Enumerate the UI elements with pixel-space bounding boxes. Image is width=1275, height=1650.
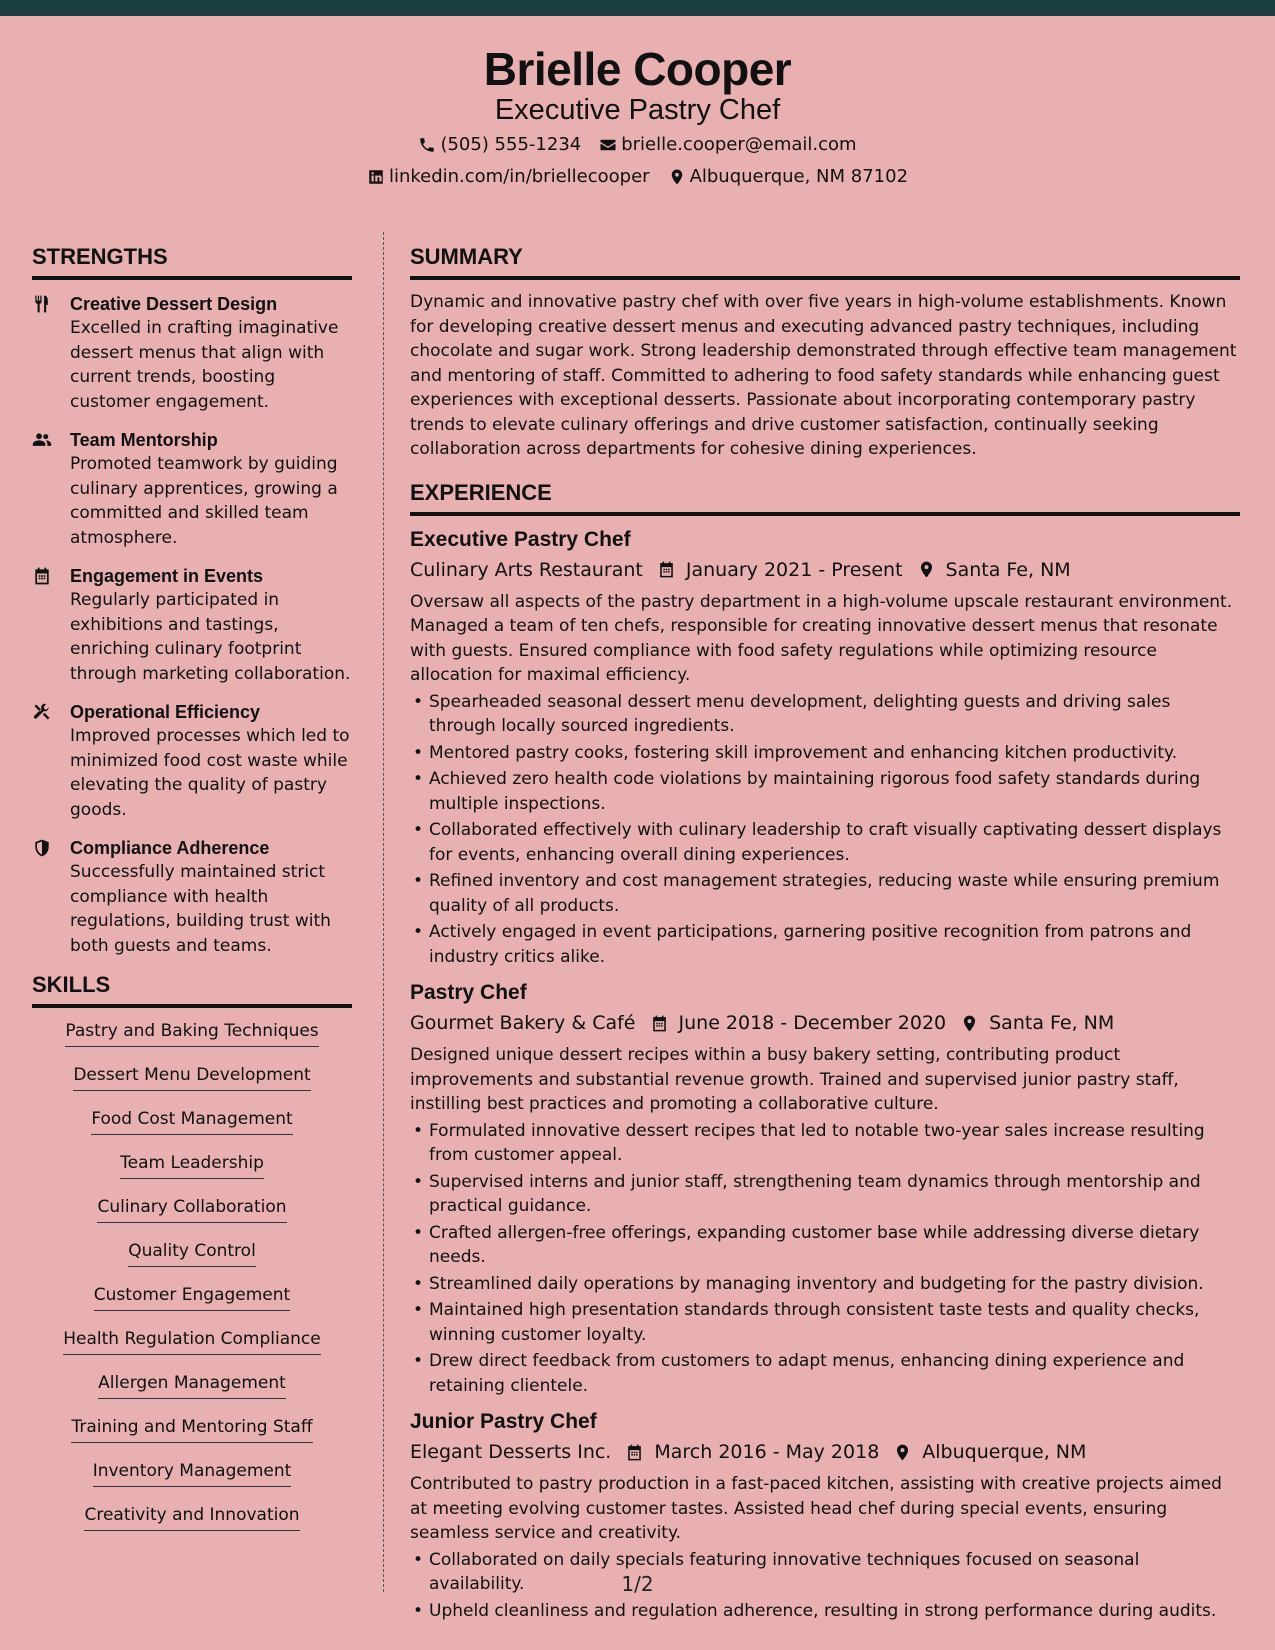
tools-icon: [32, 702, 52, 722]
job-entry: [410, 979, 1240, 1398]
map-pin-icon: [917, 560, 936, 579]
envelope-icon: [599, 136, 617, 154]
right-column: [410, 244, 1240, 1623]
users-icon: [32, 430, 52, 450]
job-bullets: [410, 690, 1240, 970]
skills-heading: SKILLS: [32, 972, 352, 1008]
experience-heading: EXPERIENCE: [410, 480, 1240, 516]
strength-title: Creative Dessert Design: [70, 294, 278, 314]
page-number: 1/2: [621, 1572, 654, 1596]
skill-item: Culinary Collaboration: [97, 1196, 286, 1223]
job-meta: [410, 1438, 1240, 1466]
summary-heading: SUMMARY: [410, 244, 1240, 280]
skill-item: Team Leadership: [120, 1152, 264, 1179]
strength-item: [32, 836, 352, 958]
phone-text: (505) 555-1234: [440, 134, 582, 155]
bullet-item: • Achieved zero health code violations by maintaining rigorous food safety standards during multiple inspections.: [410, 767, 1240, 816]
bullet-item: • Streamlined daily operations by managing inventory and budgeting for the pastry division.: [410, 1272, 1240, 1297]
job-location: Santa Fe, NM: [945, 558, 1071, 581]
job-title: Junior Pastry Chef: [410, 1410, 597, 1433]
job-meta: [410, 1009, 1240, 1037]
skill-item: Customer Engagement: [94, 1284, 290, 1311]
column-divider: [383, 232, 384, 1592]
strength-title: Operational Efficiency: [70, 702, 261, 722]
bullet-item: • Collaborated on daily specials featuring innovative techniques focused on seasonal availability.: [410, 1548, 1240, 1597]
bullet-item: • Refined inventory and cost management strategies, reducing waste while ensuring premium quality of all products.: [410, 869, 1240, 918]
job-dates: January 2021 - Present: [685, 558, 903, 581]
left-column: [32, 244, 352, 1548]
contact-row-2: [0, 166, 1275, 187]
job-title: Pastry Chef: [410, 981, 527, 1004]
candidate-title: Executive Pastry Chef: [494, 94, 781, 126]
job-description: Contributed to pastry production in a fast-paced kitchen, assisting with creative projects aimed at meeting evolving customer tastes. Assisted head chef during special events, ensuring seamless service and creativity.: [410, 1474, 1222, 1543]
phone-contact: [418, 134, 581, 155]
candidate-name: Brielle Cooper: [483, 43, 792, 95]
calendar-icon: [650, 1014, 669, 1033]
calendar-icon: [625, 1443, 644, 1462]
job-company: Gourmet Bakery & Café: [410, 1012, 636, 1034]
calendar-icon: [32, 566, 52, 586]
job-dates: March 2016 - May 2018: [654, 1441, 880, 1463]
skill-item: Dessert Menu Development: [73, 1064, 310, 1091]
job-location: Santa Fe, NM: [989, 1012, 1115, 1034]
strengths-list: [32, 292, 352, 958]
skill-item: Training and Mentoring Staff: [71, 1416, 312, 1443]
map-pin-icon: [960, 1014, 979, 1033]
phone-icon: [418, 136, 436, 154]
resume-header: [0, 16, 1275, 204]
bullet-item: • Formulated innovative dessert recipes that led to notable two-year sales increase resulting from customer appeal.: [410, 1119, 1240, 1168]
bullet-item: • Drew direct feedback from customers to adapt menus, enhancing dining experience and retaining clientele.: [410, 1349, 1240, 1398]
linkedin-icon: [367, 168, 385, 186]
job-dates: June 2018 - December 2020: [678, 1012, 947, 1034]
job-company: Culinary Arts Restaurant: [410, 558, 643, 581]
strength-desc: Excelled in crafting imaginative dessert menus that align with current trends, boosting customer engagement.: [70, 318, 339, 412]
skills-list: [32, 1020, 352, 1548]
strength-desc: Successfully maintained strict compliance with health regulations, building trust with both guests and teams.: [70, 862, 331, 956]
email-contact[interactable]: [599, 134, 856, 155]
calendar-icon: [657, 560, 676, 579]
job-description: Oversaw all aspects of the pastry department in a high-volume upscale restaurant environment. Managed a team of ten chefs, responsible for creating innovative dessert menus that resonate with guests. Ensured compliance with food safety regulations while optimizing resource allocation for maximal efficiency.: [410, 591, 1233, 685]
skill-item: Health Regulation Compliance: [63, 1328, 320, 1355]
utensils-icon: [32, 294, 52, 314]
job-entry: [410, 526, 1240, 970]
skill-item: Food Cost Management: [91, 1108, 292, 1135]
contact-row-1: [0, 134, 1275, 155]
location-text: Albuquerque, NM 87102: [689, 166, 909, 187]
skill-item: Inventory Management: [93, 1460, 292, 1487]
strength-item: [32, 428, 352, 550]
strength-item: [32, 292, 352, 414]
bullet-item: • Crafted allergen-free offerings, expanding customer base while addressing diverse dietary needs.: [410, 1221, 1240, 1270]
strength-title: Compliance Adherence: [70, 838, 270, 858]
strength-desc: Promoted teamwork by guiding culinary apprentices, growing a committed and skilled team atmosphere.: [70, 454, 338, 548]
map-pin-icon: [893, 1443, 912, 1462]
bullet-item: • Collaborated effectively with culinary leadership to craft visually captivating dessert displays for events, enhancing overall dining experiences.: [410, 818, 1240, 867]
shield-icon: [32, 838, 52, 858]
job-description: Designed unique dessert recipes within a busy bakery setting, contributing product improvements and substantial revenue growth. Trained and supervised junior pastry staff, instilling best practices and promoting a collaborative culture.: [410, 1045, 1179, 1114]
map-pin-icon: [668, 168, 686, 186]
linkedin-text[interactable]: linkedin.com/in/briellecooper: [388, 166, 650, 187]
strength-item: [32, 700, 352, 822]
job-bullets: [410, 1119, 1240, 1399]
summary-text: Dynamic and innovative pastry chef with over five years in high-volume establishments. Known for developing creative dessert menus and executing advanced pastry techniques, including chocolate and sugar work. Strong leadership demonstrated through effective team management and mentoring of staff. Committed to adhering to food safety standards while enhancing guest experiences with exceptional desserts. Passionate about incorporating contemporary pastry trends to elevate culinary offerings and drive customer satisfaction, continually seeking collaboration across departments for cohesive dining experiences.: [410, 292, 1237, 459]
strength-item: [32, 564, 352, 686]
strength-desc: Improved processes which led to minimized food cost waste while elevating the quality of pastry goods.: [70, 726, 350, 820]
bullet-item: • Upheld cleanliness and regulation adherence, resulting in strong performance during audits.: [410, 1599, 1240, 1624]
bullet-item: • Maintained high presentation standards through consistent taste tests and quality checks, winning customer loyalty.: [410, 1298, 1240, 1347]
strength-desc: Regularly participated in exhibitions and tastings, enriching culinary footprint through marketing collaboration.: [70, 590, 351, 684]
strength-title: Team Mentorship: [70, 430, 218, 450]
location-contact: [668, 166, 908, 187]
email-text[interactable]: brielle.cooper@email.com: [621, 134, 857, 155]
bullet-item: • Supervised interns and junior staff, strengthening team dynamics through mentorship and practical guidance.: [410, 1170, 1240, 1219]
job-location: Albuquerque, NM: [922, 1441, 1087, 1463]
top-accent-bar: [0, 0, 1275, 16]
skill-item: Quality Control: [128, 1240, 256, 1267]
skill-item: Pastry and Baking Techniques: [65, 1020, 318, 1047]
strength-title: Engagement in Events: [70, 566, 264, 586]
job-meta: [410, 556, 1240, 584]
skill-item: Allergen Management: [98, 1372, 286, 1399]
bullet-item: • Mentored pastry cooks, fostering skill improvement and enhancing kitchen productivity.: [410, 741, 1240, 766]
job-company: Elegant Desserts Inc.: [410, 1441, 612, 1463]
linkedin-contact[interactable]: [367, 166, 650, 187]
bullet-item: • Spearheaded seasonal dessert menu development, delighting guests and driving sales through locally sourced ingredients.: [410, 690, 1240, 739]
job-title: Executive Pastry Chef: [410, 527, 631, 551]
skill-item: Creativity and Innovation: [84, 1504, 299, 1531]
strengths-heading: STRENGTHS: [32, 244, 352, 280]
bullet-item: • Actively engaged in event participations, garnering positive recognition from patrons and industry critics alike.: [410, 920, 1240, 969]
